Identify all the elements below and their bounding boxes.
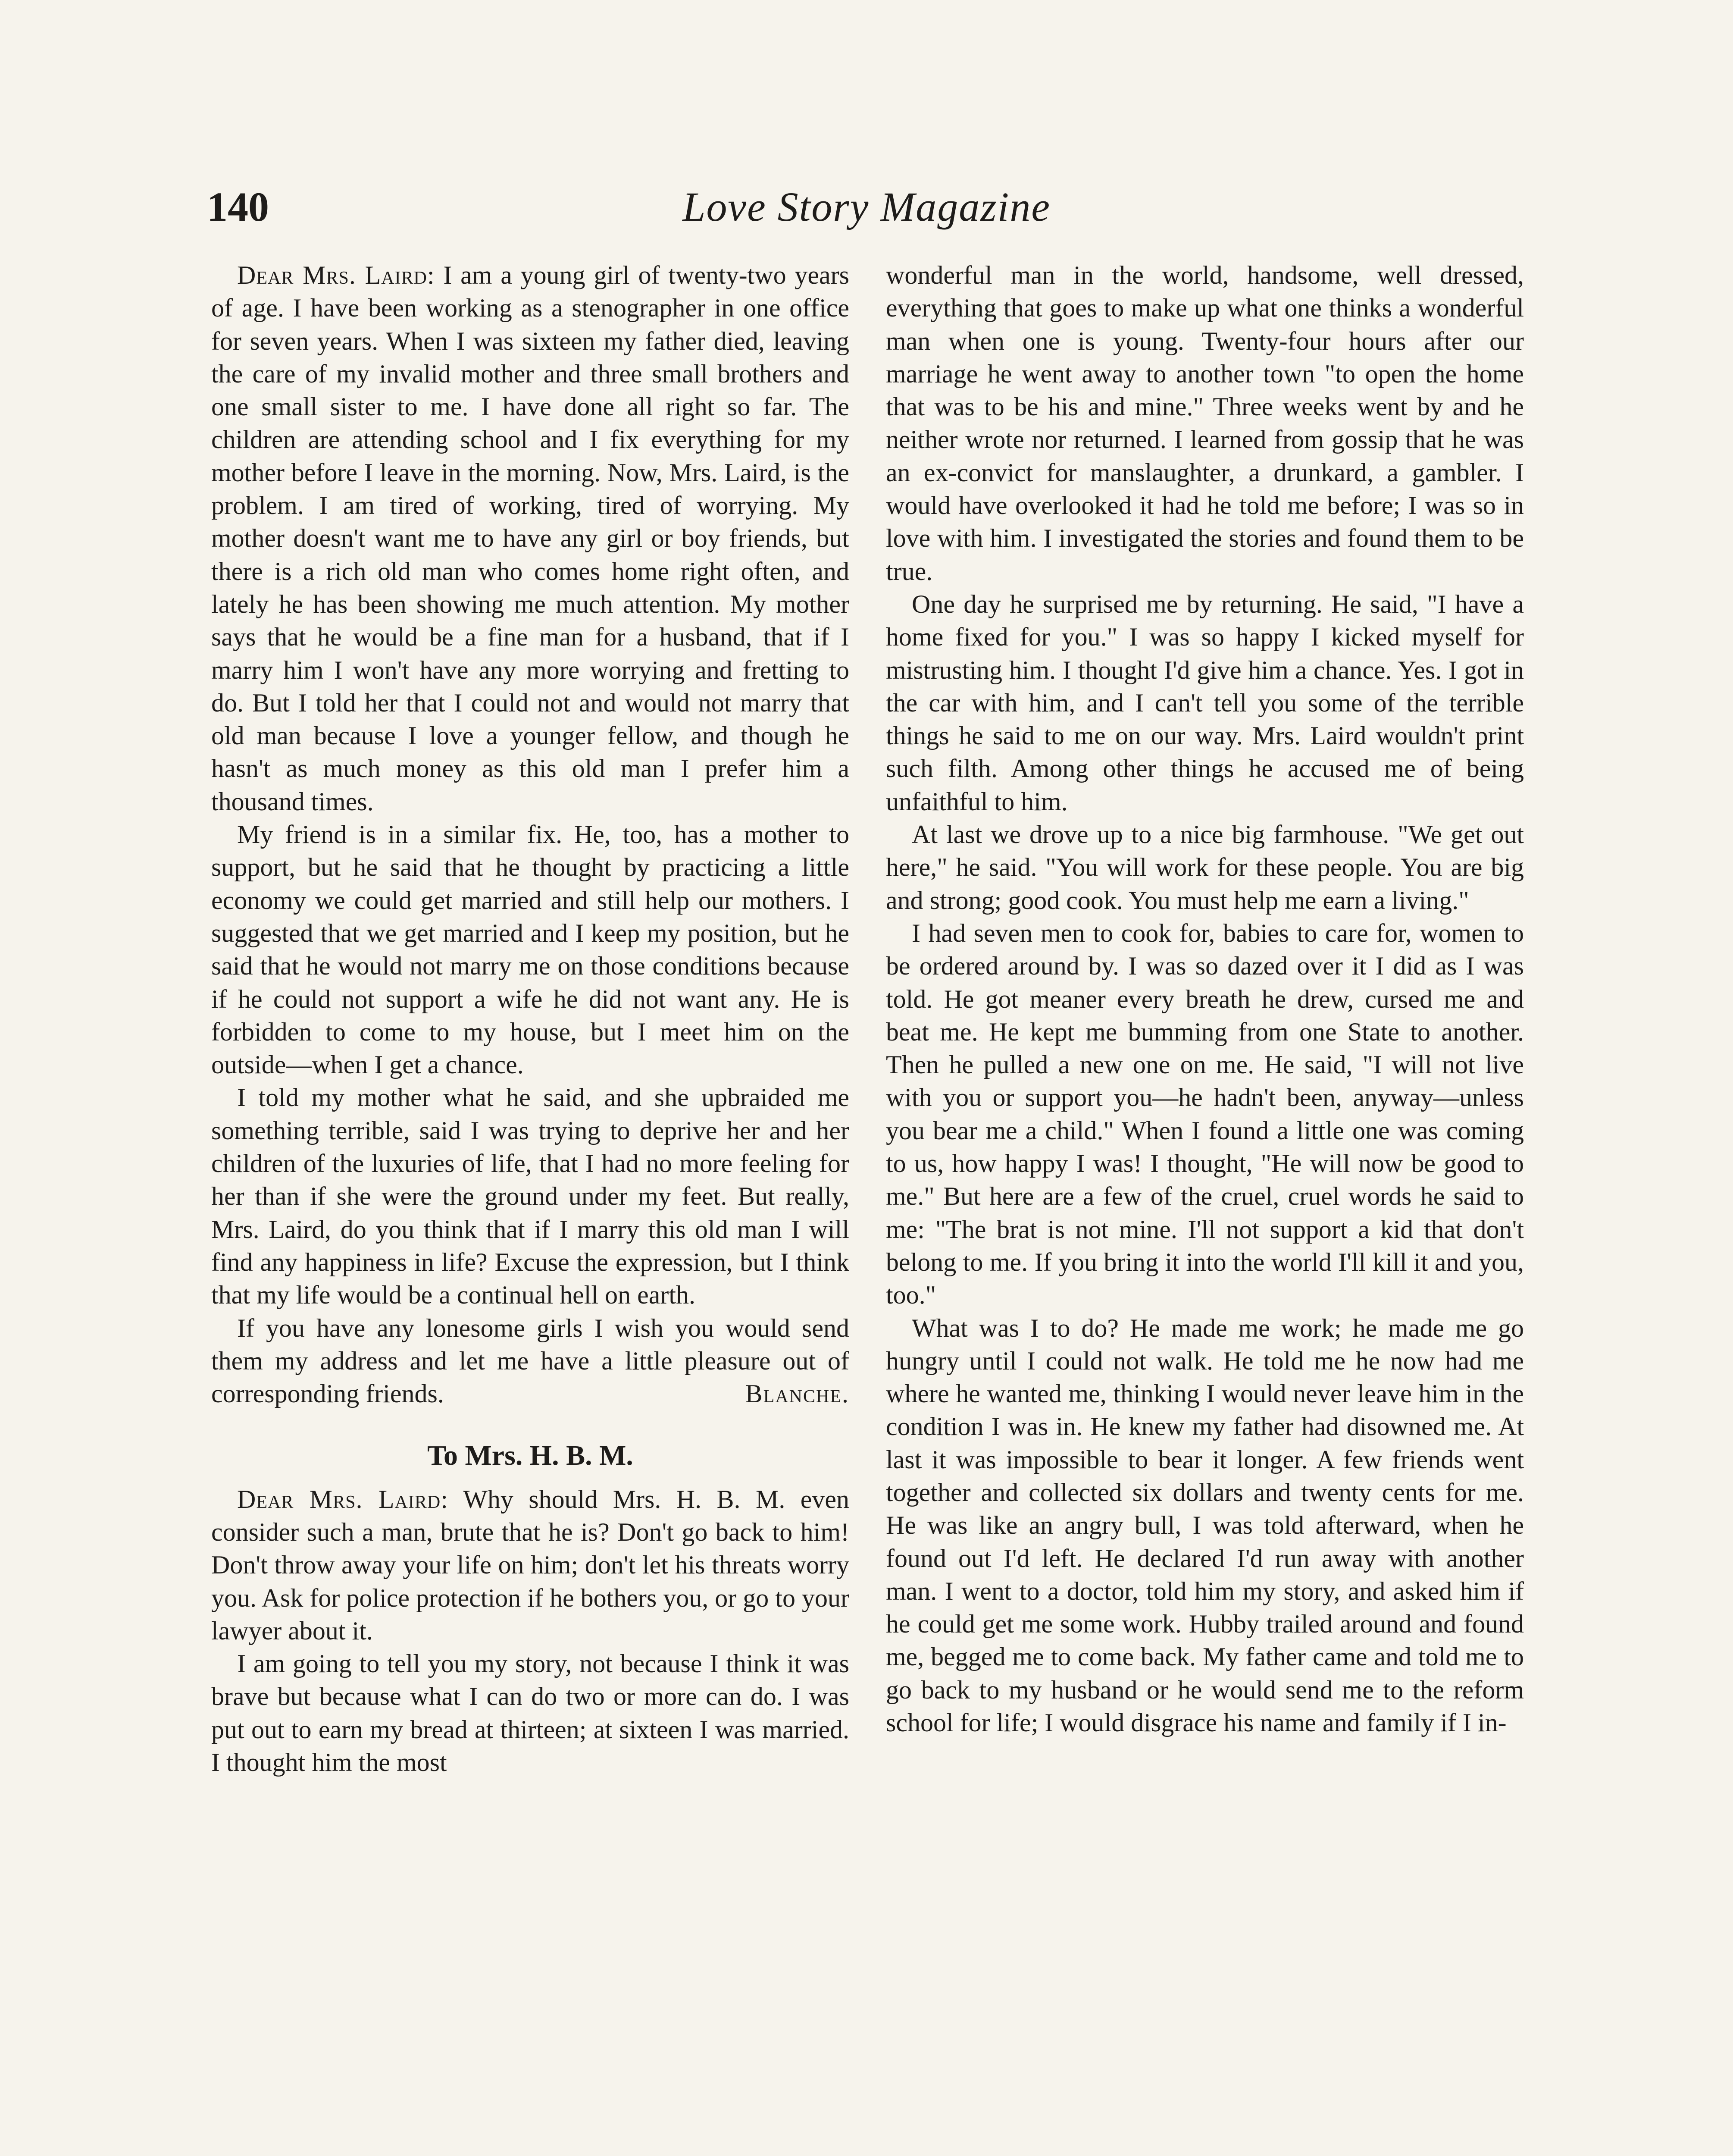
letter1-paragraph-3: I told my mother what he said, and she upbraided me something terrible, said I was trying to deprive her and her children of the luxuries of life, that I had no more feeling for her than if she were the ground under my feet. But really, Mrs. Laird, do you think that if I marry this old man I will find any happiness in life? Excuse the expression, but I think that my life would be a continual hell on earth. bbox=[211, 1083, 849, 1310]
letter1-signature: Blanche. bbox=[745, 1379, 849, 1408]
left-column bbox=[211, 259, 849, 1779]
letter1-paragraph-4: If you have any lonesome girls I wish you would send them my address and let me have a little pleasure out of corresponding friends. bbox=[211, 1313, 849, 1408]
letter1-p1-text: I am a young girl of twenty-two years of age. I have been working as a stenographer in one office for seven years. When I was sixteen my father died, leaving the care of my invalid mother and three small brothers and one small sister to me. I have done all right so far. The children are attending school and I fix everything for my mother before I leave in the morning. Now, Mrs. Laird, is the problem. I am tired of working, tired of worrying. My mother doesn't want me to have any girl or boy friends, but there is a rich old man who comes home right often, and lately he has been showing me much attention. My mother says that he would be a fine man for a husband, that if I marry him I won't have any more worrying and fretting to do. But I told her that I could not and would not marry that old man because I love a younger fellow, and though he hasn't as much money as this old man I prefer him a thousand times. bbox=[211, 261, 849, 816]
letter2-paragraph-2: I am going to tell you my story, not because I think it was brave but because what I can do two or more can do. I was put out to earn my bread at thirteen; at sixteen I was married. I thought him the most bbox=[211, 1649, 849, 1777]
right-paragraph-4: I had seven men to cook for, babies to care for, women to be ordered around by. I was so dazed over it I did as I was told. He got meaner every breath he drew, cursed me and beat me. He kept me bumming from one State to another. Then he pulled a new one on me. He said, "I will not live with you or support you—he hadn't been, anyway—unless you bear me a child." When I found a little one was coming to us, how happy I was! I thought, "He will now be good to me." But here are a few of the cruel, cruel words he said to me: "The brat is not mine. I'll not support a kid that don't belong to me. If you bring it into the world I'll kill it and you, too." bbox=[886, 918, 1524, 1310]
page-number: 140 bbox=[207, 184, 269, 230]
right-column bbox=[886, 259, 1524, 1739]
section-title: To Mrs. H. B. M. bbox=[427, 1439, 633, 1471]
right-paragraph-5: What was I to do? He made me work; he made me go hungry until I could not walk. He told me he now had me where he wanted me, thinking I would never leave him in the condition I was in. He knew my father had disowned me. At last it was impossible to bear it longer. A few friends went together and collected six dollars and twenty cents for me. He was like an angry bull, I was told afterward, when he found out I'd left. He declared I'd run away with another man. I went to a doctor, told him my story, and asked him if he could get me some work. Hubby trailed around and found me, begged me to come back. My father came and told me to go back to my husband or he would send me to the reform school for life; I would disgrace his name and family if I in- bbox=[886, 1313, 1524, 1737]
letter2-salutation: Dear Mrs. Laird: bbox=[237, 1485, 448, 1514]
letter2-paragraph-1 bbox=[211, 1483, 849, 1647]
page-header bbox=[207, 181, 1526, 233]
letter2-p1-text: Why should Mrs. H. B. M. even consider such a man, brute that he is? Don't go back to him! Don't throw away your life on him; don't let his threats worry you. Ask for police protection if he bothers you, or go to your lawyer about it. bbox=[211, 1485, 849, 1645]
letter1-salutation: Dear Mrs. Laird: bbox=[237, 261, 435, 289]
right-paragraph-2: One day he surprised me by returning. He said, "I have a home fixed for you." I was so happy I kicked myself for mistrusting him. I thought I'd give him a chance. Yes. I got in the car with him, and I can't tell you some of the terrible things he said to me on our way. Mrs. Laird wouldn't print such filth. Among other things he accused me of being unfaithful to him. bbox=[886, 589, 1524, 816]
letter1-paragraph-2: My friend is in a similar fix. He, too, has a mother to support, but he said that he thought by practicing a little economy we could get married and still help our mothers. I suggested that we get married and I keep my position, but he said that he would not marry me on those conditions because if he could not support a wife he did not want any. He is forbidden to come to my house, but I meet him on the outside—when I get a chance. bbox=[211, 820, 849, 1079]
right-paragraph-1: wonderful man in the world, handsome, well dressed, everything that goes to make up what one thinks a wonderful man when one is young. Twenty-four hours after our marriage he went away to another town "to open the home that was to be his and mine." Three weeks went by and he neither wrote nor returned. I learned from gossip that he was an ex-convict for manslaughter, a drunkard, a gambler. I would have overlooked it had he told me before; I was so in love with him. I investigated the stories and found them to be true. bbox=[886, 261, 1524, 586]
letter1-paragraph-1 bbox=[211, 259, 849, 818]
right-paragraph-3: At last we drove up to a nice big farmhouse. "We get out here," he said. "You will work for these people. You are big and strong; good cook. You must help me earn a living." bbox=[886, 820, 1524, 915]
running-head: Love Story Magazine bbox=[682, 184, 1051, 230]
